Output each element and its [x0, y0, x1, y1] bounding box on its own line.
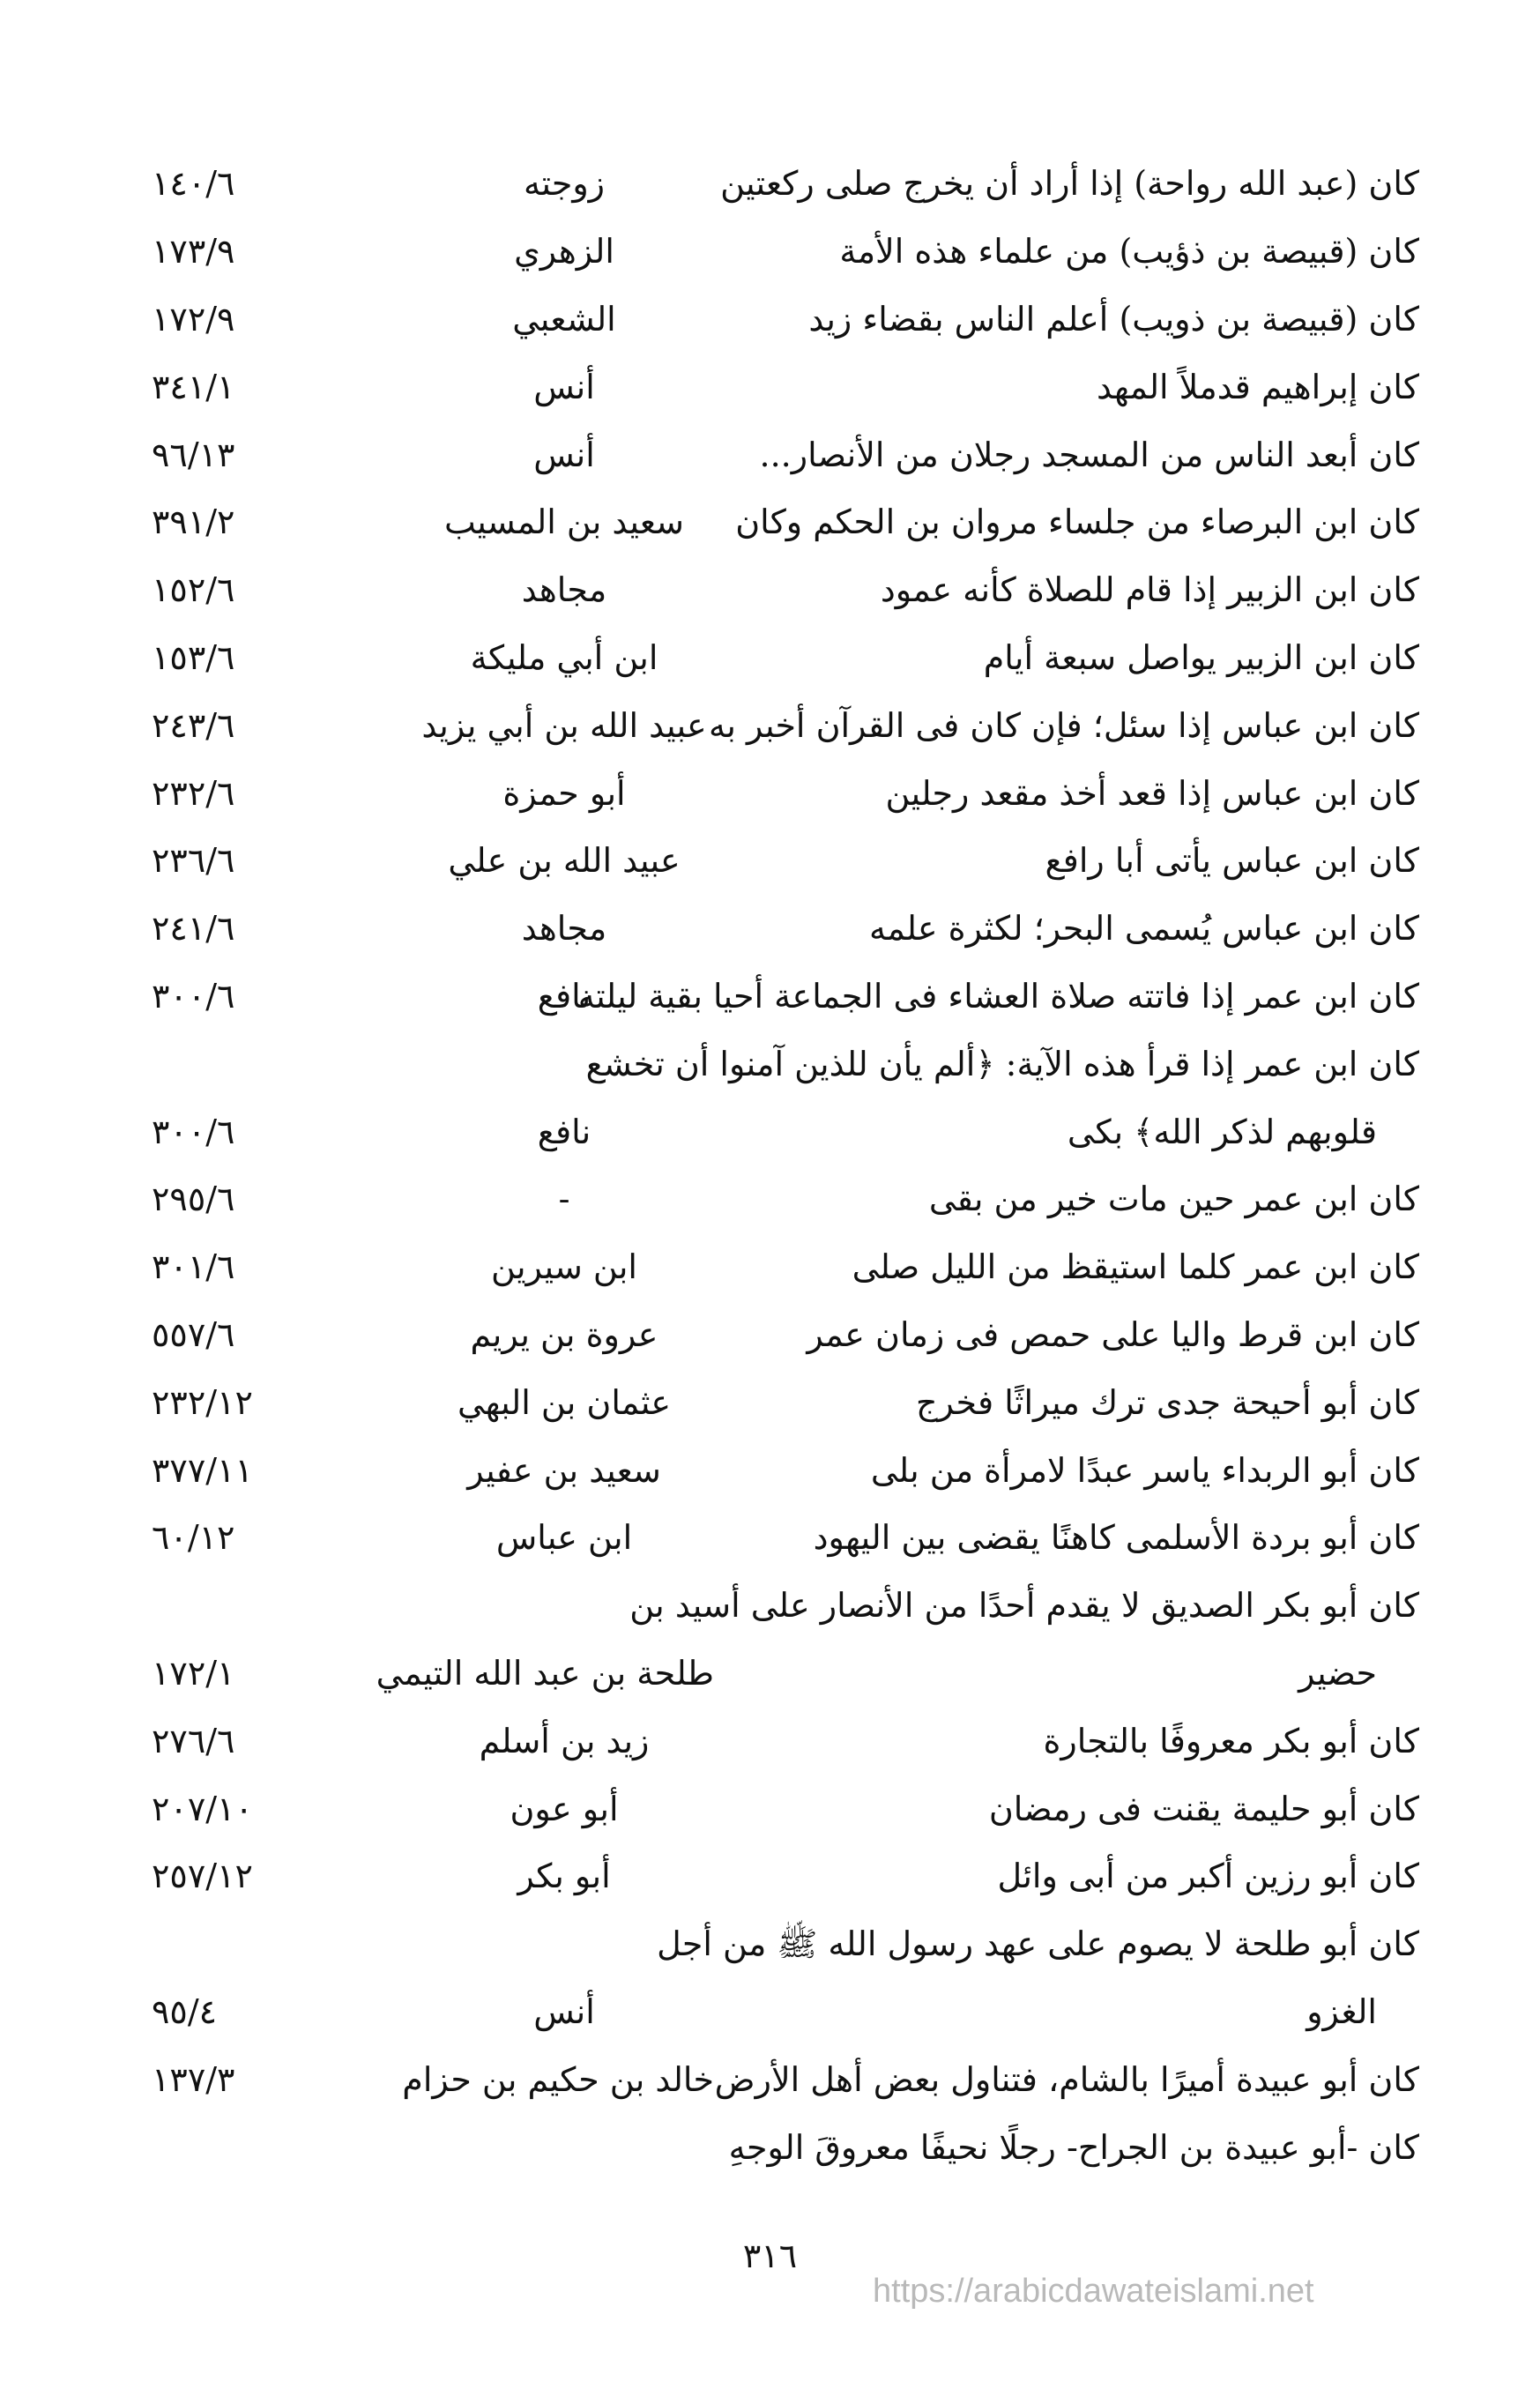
- entry-text: كان ابن البرصاء من جلساء مروان بن الحكم وكان: [735, 502, 1419, 542]
- entry-narrator: ابن عباس: [495, 1518, 633, 1558]
- entry-text: كان ابن قرط واليا على حمص فى زمان عمر: [807, 1314, 1419, 1354]
- entry-reference: ١٤٠/٦: [152, 164, 235, 204]
- entry-narrator: ابن سيرين: [491, 1247, 637, 1287]
- entry-text: كان أبو الربداء ياسر عبدًا لامرأة من بلى: [870, 1450, 1419, 1490]
- entry-text: كان أبو حليمة يقنت فى رمضان: [988, 1789, 1419, 1828]
- index-row: [141, 827, 1419, 895]
- entry-narrator: عبيد الله بن علي: [448, 841, 681, 881]
- entry-narrator: الشعبي: [512, 299, 616, 339]
- index-row: [141, 1842, 1419, 1910]
- entry-text: كان ابن عمر إذا فاتته صلاة العشاء فى الجماعة أحيا بقية ليلته: [577, 976, 1419, 1016]
- entry-reference: ٢٤٣/٦: [152, 705, 235, 745]
- entry-reference: ١٣٧/٣: [152, 2059, 235, 2099]
- index-row: [141, 895, 1419, 963]
- entry-narrator: أنس: [533, 367, 595, 406]
- entry-text: كان ابن الزبير إذا قام للصلاة كأنه عمود: [880, 570, 1419, 610]
- entry-narrator: -: [558, 1180, 570, 1219]
- index-row: [141, 286, 1419, 354]
- entry-narrator: ابن أبي مليكة: [470, 637, 658, 677]
- entry-text: كان ابن عباس إذا سئل؛ فإن كان فى القرآن أخبر به: [708, 705, 1419, 745]
- entry-reference: ٢٠٧/١٠: [152, 1789, 253, 1828]
- entry-text: كان ابن الزبير يواصل سبعة أيام: [983, 637, 1419, 677]
- entry-reference: ١٧٣/٩: [152, 232, 235, 272]
- index-row: [141, 1368, 1419, 1436]
- entry-narrator: الزهري: [514, 232, 614, 272]
- entry-text: كان أبعد الناس من المسجد رجلان من الأنصار...: [759, 435, 1419, 474]
- entry-narrator: طلحة بن عبد الله التيمي: [376, 1653, 714, 1693]
- entry-narrator: أبو بكر: [517, 1857, 611, 1896]
- entry-text: كان (عبد الله رواحة) إذا أراد أن يخرج صلى ركعتين: [720, 164, 1419, 204]
- entry-narrator: أنس: [533, 435, 595, 474]
- entry-text: قلوبهم لذكر الله﴾ بكى: [1067, 1112, 1377, 1151]
- index-row: [141, 218, 1419, 286]
- entry-narrator: أبو حمزة: [502, 773, 626, 813]
- entry-text: كان ابن عمر كلما استيقظ من الليل صلى: [852, 1247, 1419, 1287]
- entry-reference: ٢٣٢/٦: [152, 773, 235, 813]
- entry-reference: ٥٥٧/٦: [152, 1314, 235, 1354]
- entry-reference: ٣٧٧/١١: [152, 1450, 253, 1490]
- entry-reference: ١٥٢/٦: [152, 570, 235, 610]
- entry-narrator: أنس: [533, 1991, 595, 2031]
- entry-narrator: عبيد الله بن أبي يزيد: [421, 705, 707, 745]
- index-row: [141, 1436, 1419, 1504]
- entry-reference: ١٧٢/١: [152, 1653, 235, 1693]
- entry-reference: ٢٥٧/١٢: [152, 1857, 253, 1896]
- index-row: [141, 1504, 1419, 1572]
- entry-text: كان (قبيصة بن ذويب) أعلم الناس بقضاء زيد: [808, 299, 1419, 339]
- entry-narrator: مجاهد: [521, 570, 607, 610]
- entry-narrator: سعيد بن عفير: [467, 1450, 661, 1490]
- entry-reference: ٣٩١/٢: [152, 502, 235, 542]
- entry-text: كان ابن عمر إذا قرأ هذه الآية: ﴿ألم يأن للذين آمنوا أن تخشع: [585, 1044, 1419, 1083]
- index-row: [141, 1165, 1419, 1233]
- entry-narrator: عروة بن يريم: [470, 1314, 658, 1354]
- entry-text: كان أبو بكر معروفًا بالتجارة: [1043, 1721, 1419, 1760]
- entry-narrator: أبو عون: [510, 1789, 619, 1828]
- index-row: [141, 1707, 1419, 1775]
- index-row: [141, 1775, 1419, 1842]
- entry-narrator: مجاهد: [521, 909, 607, 949]
- entry-reference: ٣٤١/١: [152, 367, 235, 406]
- index-row: [141, 2045, 1419, 2113]
- index-row: [141, 1301, 1419, 1369]
- entry-narrator: خالد بن حكيم بن حزام: [402, 2059, 714, 2099]
- index-row: [141, 353, 1419, 421]
- watermark-url: https://arabicdawateislami.net: [873, 2273, 1314, 2310]
- entry-narrator: نافع: [537, 1112, 591, 1151]
- index-row: [141, 1910, 1419, 1978]
- index-row: [141, 1098, 1419, 1165]
- entry-reference: ٢٩٥/٦: [152, 1180, 235, 1219]
- index-row: [141, 1640, 1419, 1708]
- index-row: [141, 1978, 1419, 2046]
- index-row: [141, 624, 1419, 692]
- index-row: [141, 963, 1419, 1031]
- entry-text: كان ابن عباس يأتى أبا رافع: [1045, 841, 1419, 881]
- entry-text: الغزو: [1306, 1991, 1377, 2031]
- entry-text: كان ابن عمر حين مات خير من بقى: [928, 1180, 1419, 1219]
- entry-reference: ٦٠/١٢: [152, 1518, 235, 1558]
- entry-text: حضير: [1298, 1653, 1377, 1693]
- index-row: [141, 421, 1419, 488]
- entry-reference: ٣٠٠/٦: [152, 976, 235, 1016]
- entry-reference: ٣٠١/٦: [152, 1247, 235, 1287]
- index-row: [141, 1233, 1419, 1301]
- entry-text: كان أبو بكر الصديق لا يقدم أحدًا من الأنصار على أسيد بن: [629, 1586, 1419, 1626]
- entry-reference: ٣٠٠/٦: [152, 1112, 235, 1151]
- index-row: [141, 691, 1419, 759]
- page-number: ٣١٦: [742, 2237, 798, 2275]
- entry-narrator: عثمان بن البهي: [457, 1382, 672, 1422]
- entry-text: كان أبو عبيدة أميرًا بالشام، فتناول بعض أهل الأرض: [714, 2059, 1419, 2099]
- entry-text: كان إبراهيم قدملاً المهد: [1097, 367, 1419, 406]
- entry-reference: ٢٣٦/٦: [152, 841, 235, 881]
- entry-text: كان (قبيصة بن ذؤيب) من علماء هذه الأمة: [839, 232, 1419, 272]
- entry-text: كان أبو أحيحة جدى ترك ميراثًا فخرج: [916, 1382, 1419, 1422]
- index-row: [141, 488, 1419, 556]
- entry-text: كان -أبو عبيدة بن الجراح- رجلًا نحيفًا معروقَ الوجهِ: [728, 2127, 1419, 2167]
- index-row: [141, 1030, 1419, 1098]
- entry-reference: ٢٣٢/١٢: [152, 1382, 253, 1422]
- entry-narrator: سعيد بن المسيب: [443, 502, 685, 542]
- index-row: [141, 150, 1419, 218]
- entry-text: كان أبو طلحة لا يصوم على عهد رسول الله ﷺ من أجل: [657, 1924, 1419, 1964]
- index-row: [141, 1572, 1419, 1640]
- entry-text: كان أبو بردة الأسلمى كاهنًا يقضى بين اليهود: [813, 1518, 1419, 1558]
- entry-narrator: زوجته: [523, 164, 606, 204]
- entry-reference: ٩٥/٤: [152, 1991, 218, 2031]
- index-row: [141, 556, 1419, 624]
- entry-reference: ١٧٢/٩: [152, 299, 235, 339]
- entry-text: كان ابن عباس يُسمى البحر؛ لكثرة علمه: [868, 909, 1419, 949]
- entry-reference: ١٥٣/٦: [152, 637, 235, 677]
- entry-reference: ٢٧٦/٦: [152, 1721, 235, 1760]
- entry-narrator: نافع: [537, 976, 591, 1016]
- entry-reference: ٩٦/١٣: [152, 435, 235, 474]
- entry-text: كان ابن عباس إذا قعد أخذ مقعد رجلين: [885, 773, 1419, 813]
- index-row: [141, 759, 1419, 827]
- index-row: [141, 2113, 1419, 2181]
- entry-text: كان أبو رزين أكبر من أبى وائل: [997, 1857, 1419, 1896]
- entry-narrator: زيد بن أسلم: [479, 1721, 650, 1760]
- entry-reference: ٢٤١/٦: [152, 909, 235, 949]
- index-table: [141, 150, 1419, 2181]
